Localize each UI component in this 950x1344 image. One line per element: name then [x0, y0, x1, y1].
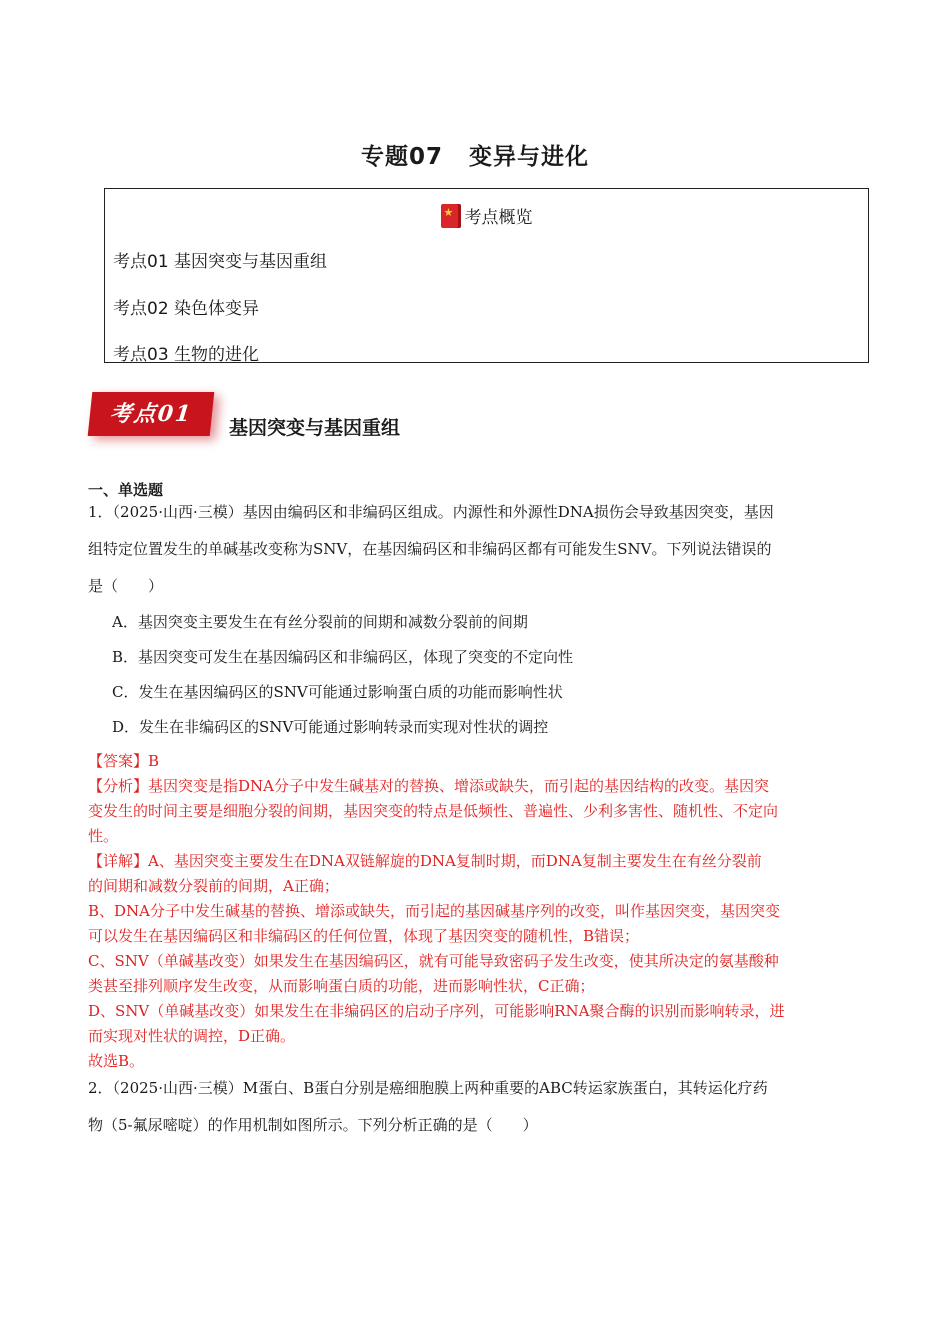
detail-line: 可以发生在基因编码区和非编码区的任何位置，体现了基因突变的随机性，B错误；	[88, 927, 640, 945]
overview-item: 考点01 基因突变与基因重组	[113, 252, 328, 272]
question-type-heading: 一、单选题	[88, 481, 164, 499]
detail-line: C、SNV（单碱基改变）如果发生在基因编码区，就有可能导致密码子发生改变，使其所决定的氨基酸种	[88, 952, 779, 970]
overview-heading-text: 考点概览	[464, 208, 533, 228]
overview-box	[104, 188, 869, 363]
question-line: 2．（2025·山西·三模）M蛋白、B蛋白分别是癌细胞膜上两种重要的ABC转运家族蛋白，其转运化疗药	[88, 1079, 768, 1097]
question-line: 物（5-氟尿嘧啶）的作用机制如图所示。下列分析正确的是（ ）	[88, 1116, 538, 1134]
question-2	[88, 1070, 860, 1144]
option-b: B．基因突变可发生在基因编码区和非编码区，体现了突变的不定向性	[112, 648, 574, 666]
detail-line: 故选B。	[88, 1052, 145, 1070]
detail-line: 的间期和减数分裂前的间期，A正确；	[88, 877, 339, 895]
page-title	[0, 138, 950, 171]
detail-line: 类甚至排列顺序发生改变，从而影响蛋白质的功能，进而影响性状，C正确；	[88, 977, 595, 995]
question-line: 组特定位置发生的单碱基改变称为SNV，在基因编码区和非编码区都有可能发生SNV。下列说法错误的	[88, 540, 772, 558]
option-c: C．发生在基因编码区的SNV可能通过影响蛋白质的功能而影响性状	[112, 683, 563, 701]
question-line: 1．（2025·山西·三模）基因由编码区和非编码区组成。内源性和外源性DNA损伤会导致基因突变，基因	[88, 503, 774, 521]
question-1	[88, 494, 860, 605]
overview-item: 考点03 生物的进化	[113, 345, 260, 365]
overview-item: 考点02 染色体变异	[113, 299, 260, 319]
detail-line: 而实现对性状的调控，D正确。	[88, 1027, 296, 1045]
answer-block	[88, 749, 866, 1074]
analysis-line: 【分析】基因突变是指DNA分子中发生碱基对的替换、增添或缺失，而引起的基因结构的改变。基因突	[88, 777, 769, 795]
analysis-line: 性。	[88, 827, 119, 845]
title-topic-name: 变异与进化	[469, 144, 589, 170]
question-line: 是（ ）	[88, 577, 164, 595]
section-badge: 考点01	[88, 392, 215, 436]
answer-line: 【答案】B	[88, 752, 160, 770]
analysis-line: 变发生的时间主要是细胞分裂的间期，基因突变的特点是低频性、普遍性、少利多害性、随机性、不定向	[88, 802, 779, 820]
option-d: D．发生在非编码区的SNV可能通过影响转录而实现对性状的调控	[112, 718, 549, 736]
detail-line: D、SNV（单碱基改变）如果发生在非编码区的启动子序列，可能影响RNA聚合酶的识别而影响转录，进	[88, 1002, 785, 1020]
detail-line: B、DNA分子中发生碱基的替换、增添或缺失，而引起的基因碱基序列的改变，叫作基因突变，基因突变	[88, 902, 781, 920]
detail-line: 【详解】A、基因突变主要发生在DNA双链解旋的DNA复制时期，而DNA复制主要发生在有丝分裂前	[88, 852, 762, 870]
overview-heading	[105, 203, 868, 228]
title-topic-number: 专题07	[360, 144, 443, 170]
option-a: A．基因突变主要发生在有丝分裂前的间期和减数分裂前的间期	[112, 613, 528, 631]
book-icon	[441, 204, 461, 228]
section-title: 基因突变与基因重组	[229, 417, 401, 439]
